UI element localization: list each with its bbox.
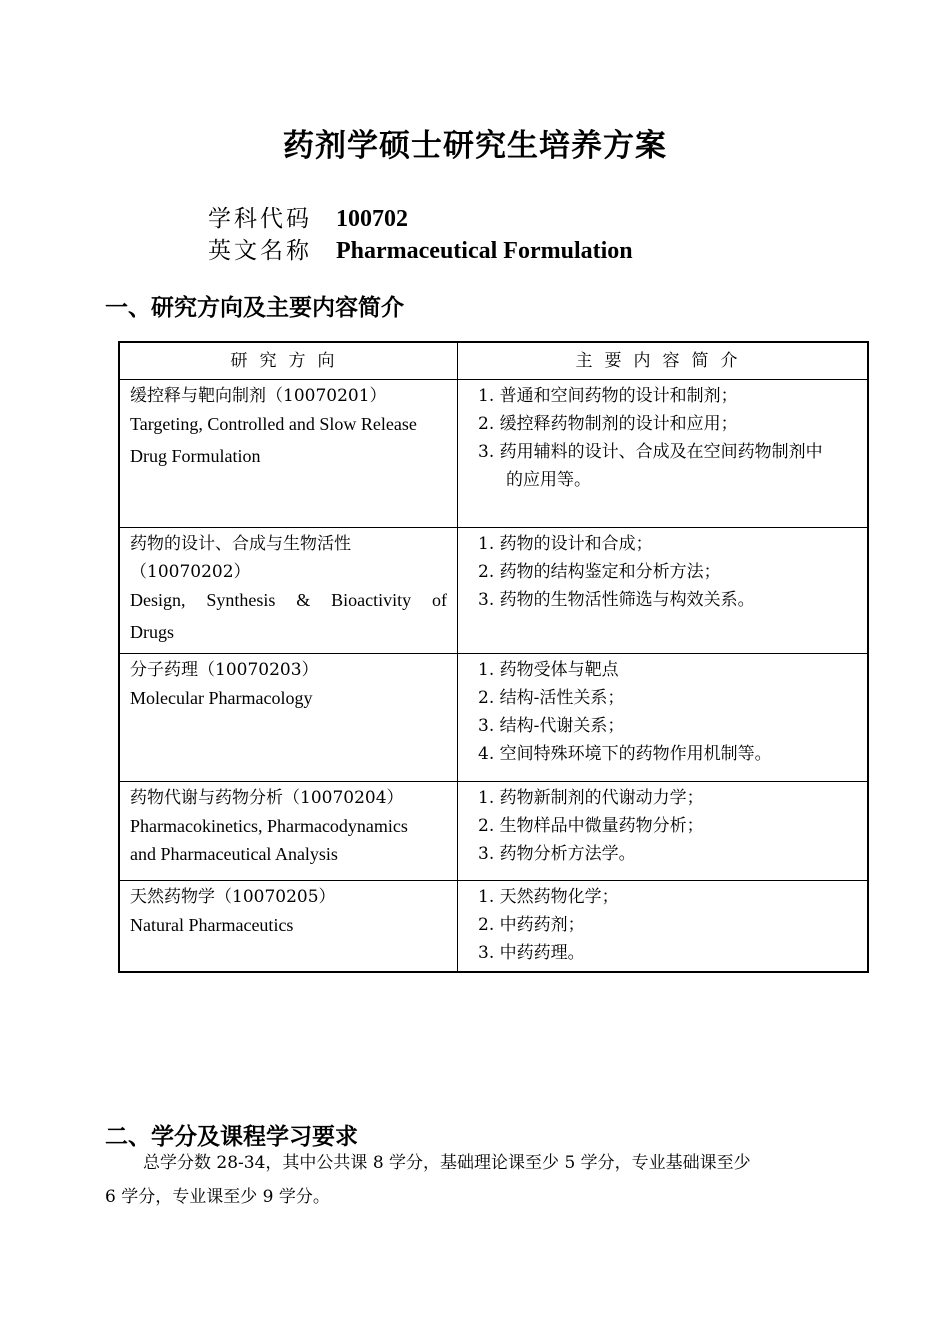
direction-en-1: Natural Pharmaceutics — [130, 915, 294, 935]
english-name-value: Pharmaceutical Formulation — [336, 238, 633, 264]
content-item: 1. 天然药物化学； — [478, 887, 619, 907]
direction-en-2: Drug Formulation — [130, 446, 261, 466]
content-item: 2. 药物的结构鉴定和分析方法； — [478, 562, 721, 582]
english-name-row — [208, 232, 633, 265]
subject-code-row — [208, 200, 408, 233]
content-item: 3. 药物分析方法学。 — [478, 844, 636, 864]
content-cell — [458, 782, 869, 881]
content-cell — [458, 654, 869, 782]
content-item: 2. 缓控释药物制剂的设计和应用； — [478, 414, 738, 434]
direction-en-1: Molecular Pharmacology — [130, 688, 313, 708]
direction-cell — [119, 782, 458, 881]
direction-en-1: Targeting, Controlled and Slow Release — [130, 414, 417, 434]
table-row — [119, 528, 868, 654]
direction-cn: 分子药理（10070203） — [130, 660, 319, 680]
content-item: 1. 普通和空间药物的设计和制剂； — [478, 386, 738, 406]
header-content: 主要内容简介 — [458, 342, 869, 380]
direction-cn: 药物代谢与药物分析（10070204） — [130, 788, 404, 808]
content-item: 2. 中药药剂； — [478, 915, 585, 935]
section2-heading: 二、学分及课程学习要求 — [105, 1123, 358, 1150]
content-item: 3. 药物的生物活性筛选与构效关系。 — [478, 590, 755, 610]
direction-en-2: Drugs — [130, 622, 174, 642]
table-row — [119, 380, 868, 528]
content-item: 1. 药物的设计和合成； — [478, 534, 653, 554]
content-item: 3. 中药药理。 — [478, 943, 585, 963]
direction-cn: 缓控释与靶向制剂（10070201） — [130, 386, 387, 406]
direction-en-1: Pharmacokinetics, Pharmacodynamics — [130, 816, 408, 836]
direction-cn: 药物的设计、合成与生物活性 — [130, 534, 351, 554]
direction-en-1: Design, Synthesis & Bioactivity of — [130, 590, 447, 610]
direction-cell — [119, 380, 458, 528]
direction-code: （10070202） — [130, 562, 251, 582]
english-name-label: 英文名称 — [208, 238, 312, 264]
direction-en-2: and Pharmaceutical Analysis — [130, 844, 338, 864]
direction-cell — [119, 654, 458, 782]
content-item: 1. 药物受体与靶点 — [478, 660, 619, 680]
header-direction: 研究方向 — [119, 342, 458, 380]
content-item: 2. 结构-活性关系； — [478, 688, 625, 708]
table-row — [119, 782, 868, 881]
content-item: 4. 空间特殊环境下的药物作用机制等。 — [478, 744, 772, 764]
table-row — [119, 654, 868, 782]
content-item: 2. 生物样品中微量药物分析； — [478, 816, 704, 836]
content-cell — [458, 528, 869, 654]
research-directions-table — [118, 341, 869, 973]
content-cell — [458, 380, 869, 528]
subject-code-value: 100702 — [336, 206, 408, 232]
credits-paragraph — [105, 1146, 835, 1214]
content-item: 3. 药用辅料的设计、合成及在空间药物制剂中 — [478, 442, 823, 462]
content-item: 1. 药物新制剂的代谢动力学； — [478, 788, 704, 808]
paragraph-line: 总学分数 28-34，其中公共课 8 学分，基础理论课至少 5 学分，专业基础课至少 — [143, 1153, 751, 1173]
paragraph-line: 6 学分，专业课至少 9 学分。 — [105, 1187, 330, 1207]
subject-code-label: 学科代码 — [208, 206, 312, 232]
content-item: 3. 结构-代谢关系； — [478, 716, 625, 736]
direction-cell — [119, 528, 458, 654]
table-row — [119, 881, 868, 973]
document-title: 药剂学硕士研究生培养方案 — [283, 128, 667, 164]
content-cell — [458, 881, 869, 973]
table-header-row — [119, 342, 868, 380]
direction-cell — [119, 881, 458, 973]
section1-heading: 一、研究方向及主要内容简介 — [105, 294, 404, 321]
content-item: 的应用等。 — [506, 470, 591, 490]
direction-cn: 天然药物学（10070205） — [130, 887, 336, 907]
